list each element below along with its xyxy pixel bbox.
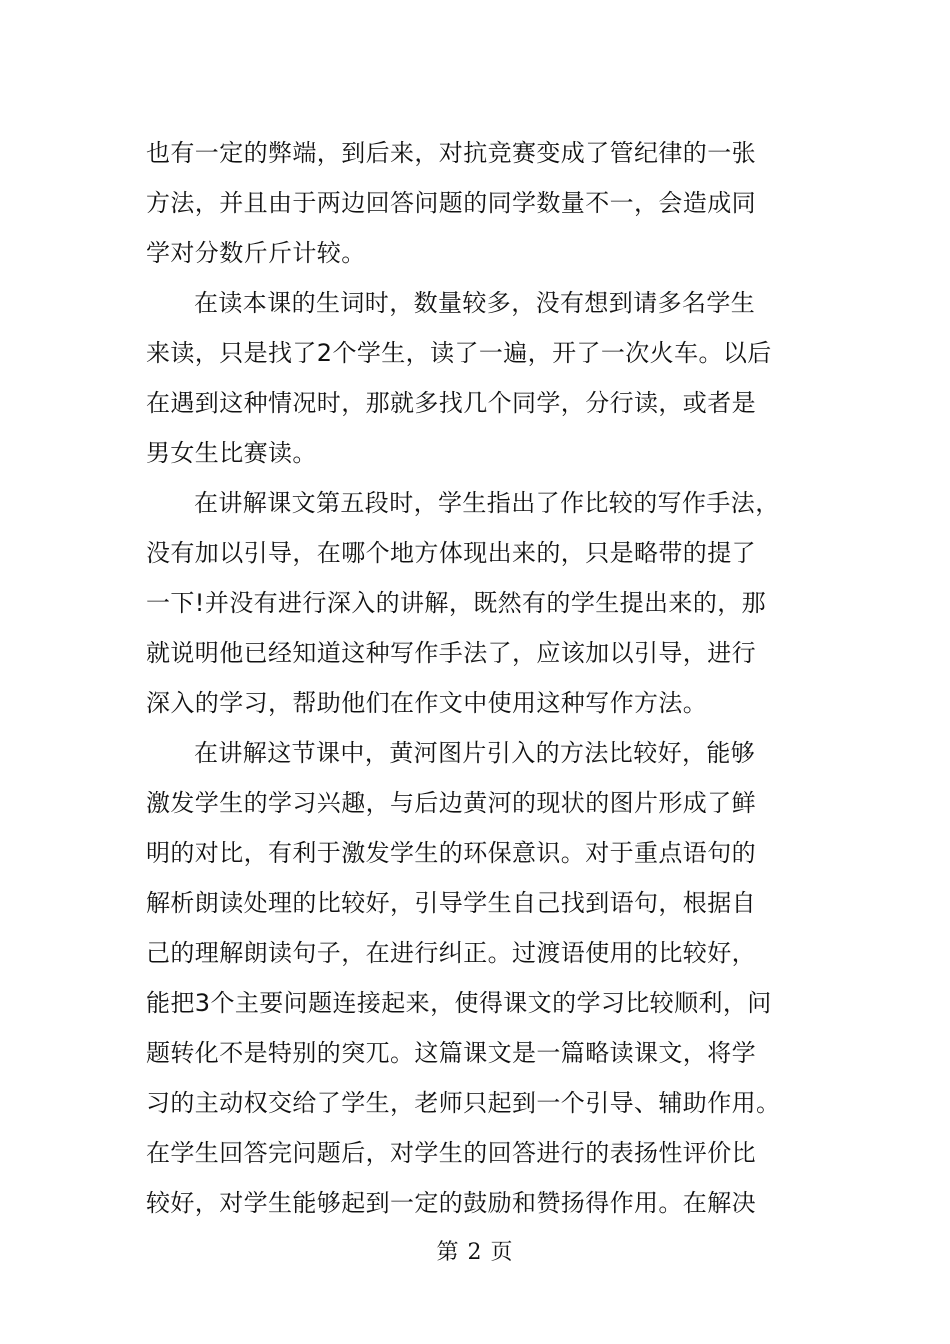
text-line: 深入的学习，帮助他们在作文中使用这种写作方法。 <box>146 689 708 717</box>
text-line: 一下!并没有进行深入的讲解，既然有的学生提出来的，那 <box>146 589 767 617</box>
text-line: 能把3个主要问题连接起来，使得课文的学习比较顺利，问 <box>146 989 772 1017</box>
text-line: 就说明他已经知道这种写作手法了，应该加以引导，进行 <box>146 639 756 667</box>
text-line: 解析朗读处理的比较好，引导学生自己找到语句，根据自 <box>146 889 756 917</box>
text-line: 明的对比，有利于激发学生的环保意识。对于重点语句的 <box>146 839 756 867</box>
text-line: 己的理解朗读句子，在进行纠正。过渡语使用的比较好， <box>146 939 756 967</box>
text-line: 在讲解这节课中，黄河图片引入的方法比较好，能够 <box>194 739 756 767</box>
text-line: 激发学生的学习兴趣，与后边黄河的现状的图片形成了鲜 <box>146 789 756 817</box>
text-line: 在遇到这种情况时，那就多找几个同学，分行读，或者是 <box>146 389 756 417</box>
text-line: 男女生比赛读。 <box>146 439 317 467</box>
text-line: 习的主动权交给了学生，老师只起到一个引导、辅助作用。 <box>146 1089 781 1117</box>
paragraph-1 <box>146 128 816 278</box>
text-line: 来读，只是找了2个学生，读了一遍，开了一次火车。以后 <box>146 339 772 367</box>
paragraph-2 <box>146 278 816 478</box>
text-line: 较好，对学生能够起到一定的鼓励和赞扬得作用。在解决 <box>146 1189 756 1217</box>
text-line: 题转化不是特别的突兀。这篇课文是一篇略读课文，将学 <box>146 1039 756 1067</box>
page-number: 第 2 页 <box>436 1240 514 1265</box>
paragraph-3 <box>146 478 816 728</box>
text-line: 在读本课的生词时，数量较多，没有想到请多名学生 <box>194 289 756 317</box>
text-line: 方法，并且由于两边回答问题的同学数量不一，会造成同 <box>146 189 756 217</box>
text-line: 学对分数斤斤计较。 <box>146 239 366 267</box>
text-line: 也有一定的弊端，到后来，对抗竞赛变成了管纪律的一张 <box>146 139 756 167</box>
paragraph-4 <box>146 728 816 1228</box>
text-line: 没有加以引导，在哪个地方体现出来的，只是略带的提了 <box>146 539 756 567</box>
document-body <box>146 128 816 1228</box>
text-line: 在讲解课文第五段时，学生指出了作比较的写作手法， <box>194 489 780 517</box>
text-line: 在学生回答完问题后，对学生的回答进行的表扬性评价比 <box>146 1139 756 1167</box>
